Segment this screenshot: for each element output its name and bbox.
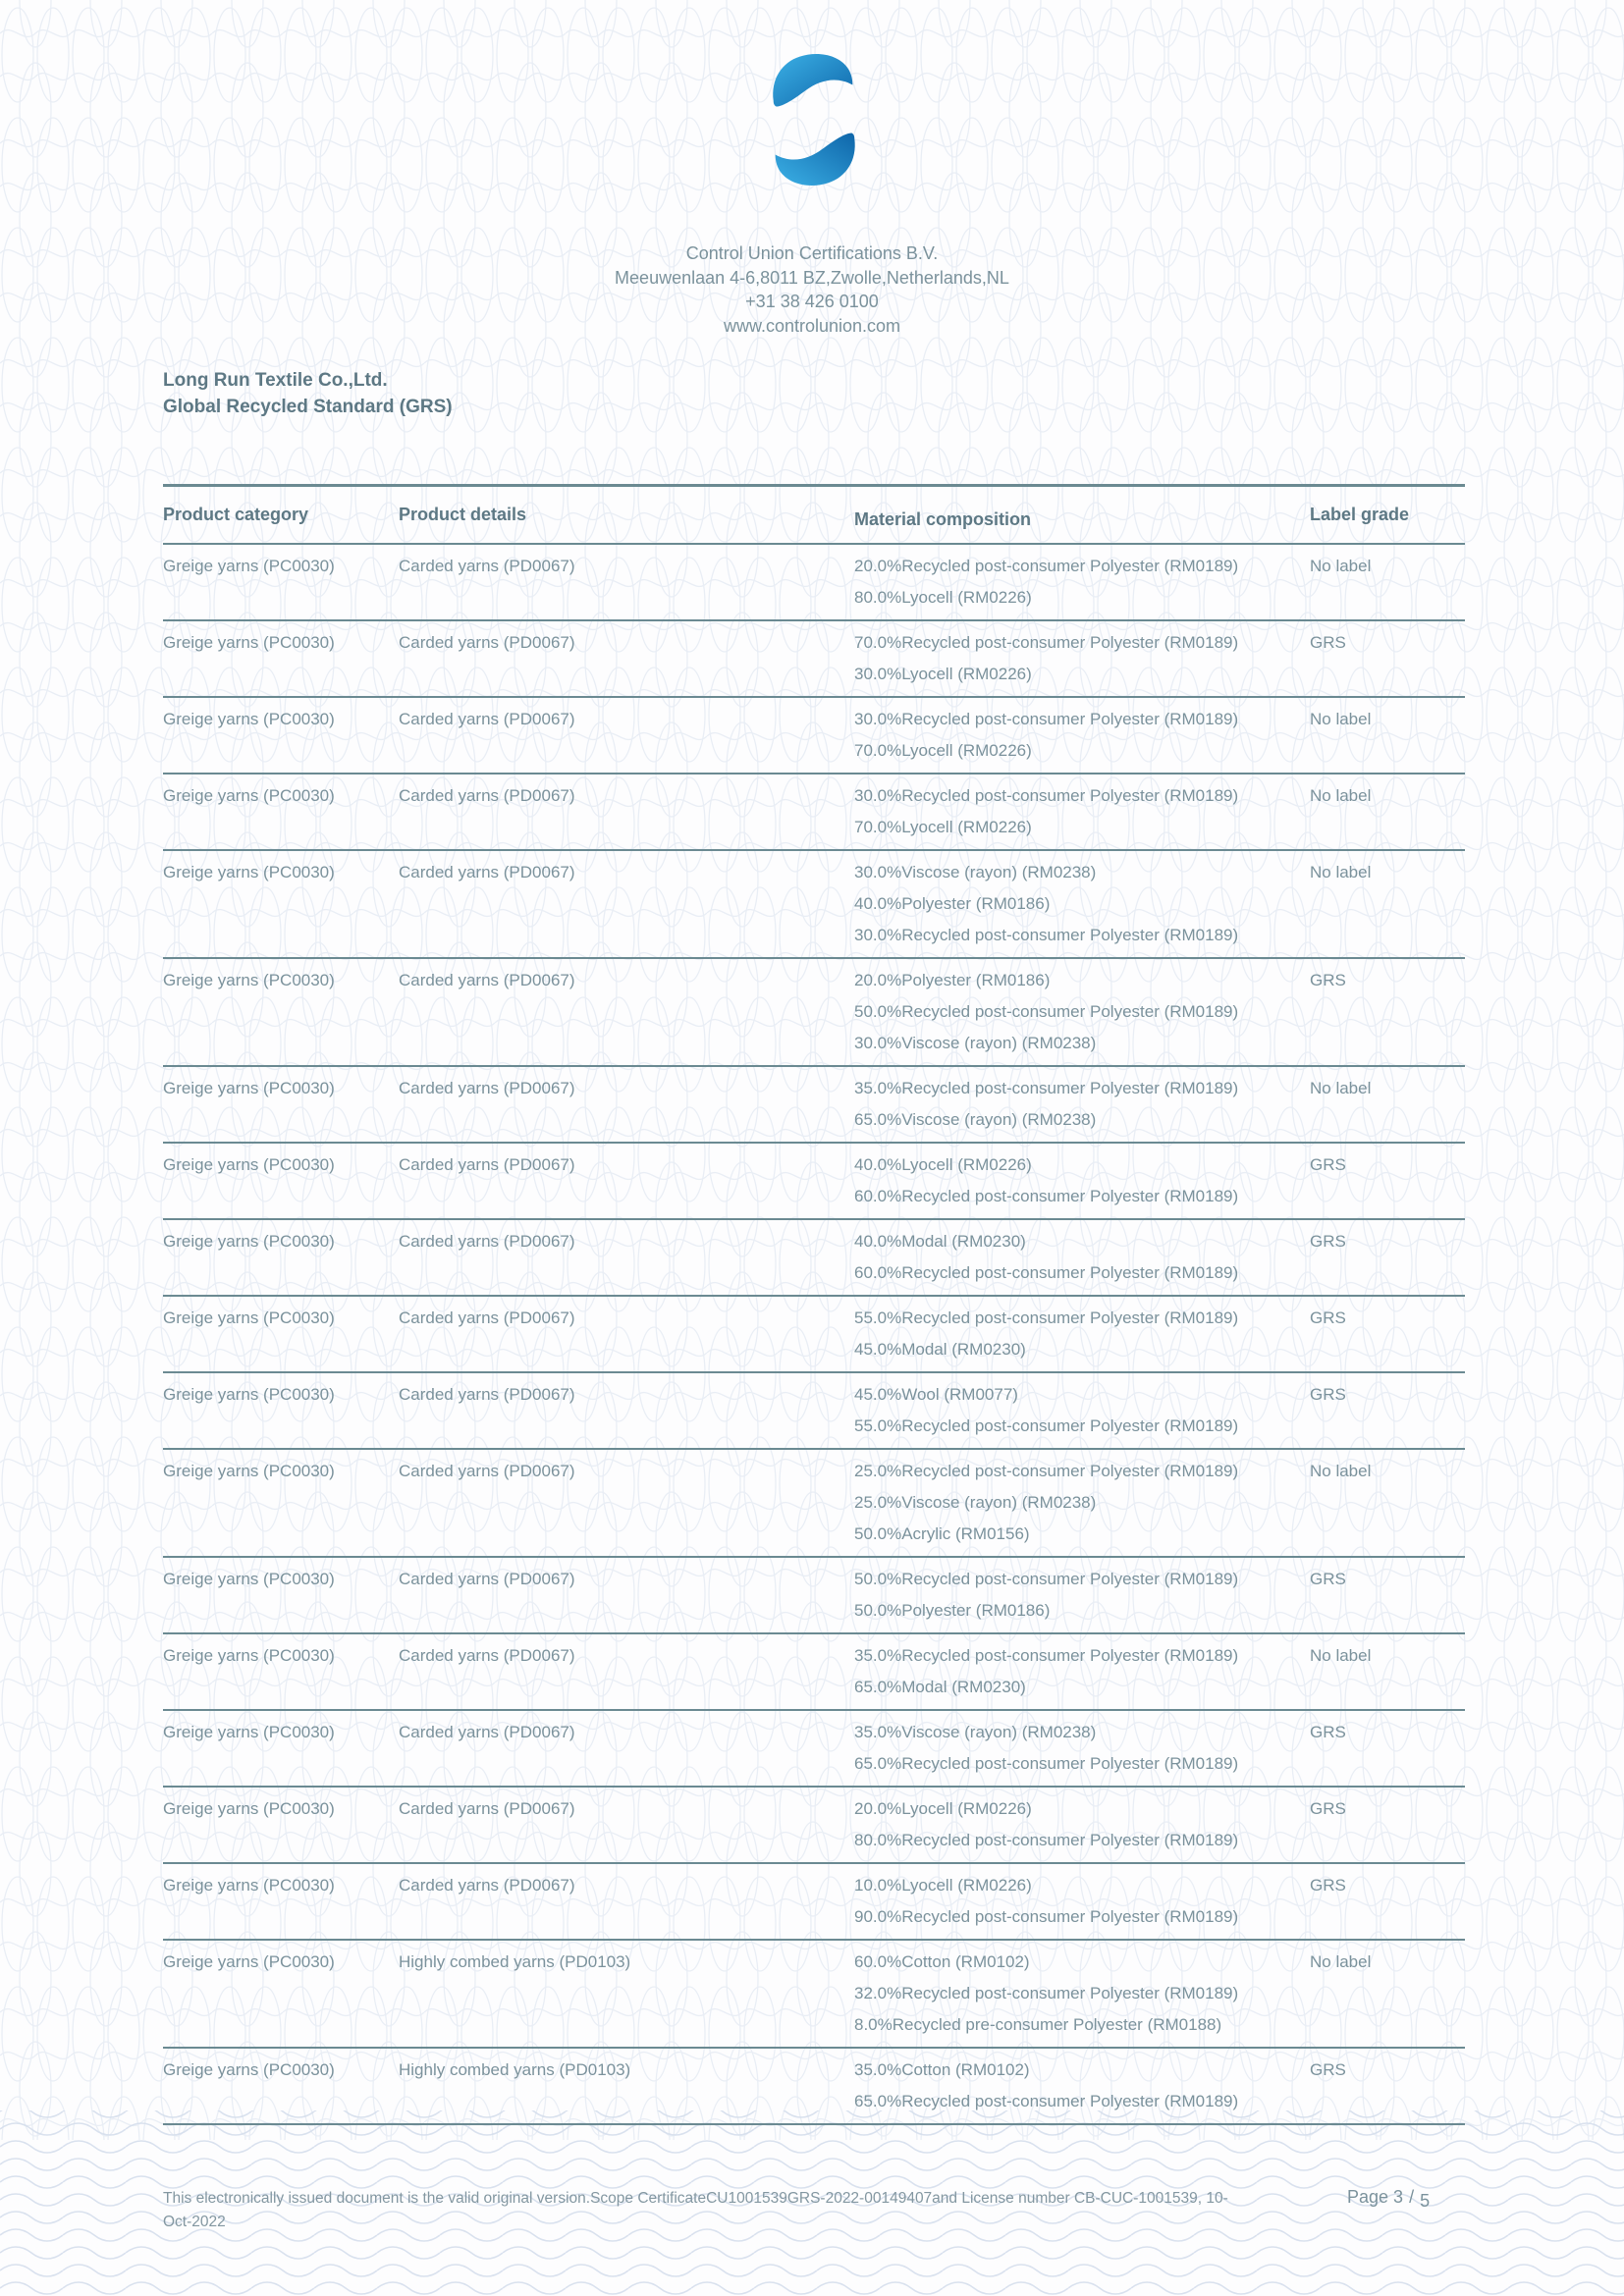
material-line: 70.0%Recycled post-consumer Polyester (RM0189) <box>854 633 1239 652</box>
material-line: 45.0%Wool (RM0077) <box>854 1385 1018 1404</box>
certifier-website: www.controlunion.com <box>723 315 901 336</box>
label-grade-cell: GRS <box>1310 2060 1346 2079</box>
material-line: 65.0%Viscose (rayon) (RM0238) <box>854 1110 1097 1129</box>
table-row <box>163 1788 1465 1864</box>
material-composition-cell <box>854 704 1310 767</box>
product-category-cell: Greige yarns (PC0030) <box>163 971 335 989</box>
material-line: 80.0%Lyocell (RM0226) <box>854 588 1032 607</box>
material-line: 60.0%Cotton (RM0102) <box>854 1952 1030 1971</box>
table-row <box>163 1067 1465 1144</box>
column-header-product-details: Product details <box>399 505 527 524</box>
material-line: 30.0%Lyocell (RM0226) <box>854 665 1032 683</box>
table-row <box>163 621 1465 698</box>
product-category-cell: Greige yarns (PC0030) <box>163 710 335 728</box>
material-composition-cell <box>854 1303 1310 1365</box>
label-grade-cell: GRS <box>1310 1876 1346 1895</box>
table-row <box>163 1864 1465 1941</box>
table-body <box>163 545 1465 2125</box>
product-details-cell: Carded yarns (PD0067) <box>399 1079 575 1097</box>
material-line: 65.0%Recycled post-consumer Polyester (RM0189) <box>854 2092 1239 2110</box>
material-composition-cell <box>854 1793 1310 1856</box>
table-row <box>163 1297 1465 1373</box>
product-details-cell: Carded yarns (PD0067) <box>399 1308 575 1327</box>
label-grade-cell: No label <box>1310 1462 1372 1480</box>
label-grade-cell: GRS <box>1310 1570 1346 1588</box>
material-composition-cell <box>854 780 1310 843</box>
table-row <box>163 1450 1465 1558</box>
product-details-cell: Carded yarns (PD0067) <box>399 1155 575 1174</box>
material-line: 20.0%Lyocell (RM0226) <box>854 1799 1032 1818</box>
product-details-cell: Carded yarns (PD0067) <box>399 710 575 728</box>
material-line: 30.0%Recycled post-consumer Polyester (RM0189) <box>854 786 1239 805</box>
material-line: 60.0%Recycled post-consumer Polyester (RM0189) <box>854 1187 1239 1205</box>
certifier-name: Control Union Certifications B.V. <box>685 243 939 263</box>
material-line: 45.0%Modal (RM0230) <box>854 1340 1026 1359</box>
material-line: 35.0%Viscose (rayon) (RM0238) <box>854 1723 1097 1741</box>
material-line: 65.0%Modal (RM0230) <box>854 1678 1026 1696</box>
product-details-cell: Highly combed yarns (PD0103) <box>399 1952 631 1971</box>
footer-line-1: This electronically issued document is the valid original version.Scope CertificateCU1001539GRS-2022-00149407and License number CB-CUC-1001539, 10- <box>163 2190 1228 2207</box>
product-details-cell: Carded yarns (PD0067) <box>399 1570 575 1588</box>
label-grade-cell: No label <box>1310 786 1372 805</box>
certifier-phone: +31 38 426 0100 <box>745 292 879 311</box>
table-row <box>163 545 1465 621</box>
material-line: 35.0%Recycled post-consumer Polyester (RM0189) <box>854 1079 1239 1097</box>
product-category-cell: Greige yarns (PC0030) <box>163 1799 335 1818</box>
product-details-cell: Carded yarns (PD0067) <box>399 633 575 652</box>
label-grade-cell: GRS <box>1310 1799 1346 1818</box>
material-line: 60.0%Recycled post-consumer Polyester (RM0189) <box>854 1263 1239 1282</box>
material-composition-cell <box>854 1073 1310 1136</box>
material-composition-cell <box>854 1870 1310 1933</box>
material-line: 30.0%Recycled post-consumer Polyester (RM0189) <box>854 710 1239 728</box>
product-category-cell: Greige yarns (PC0030) <box>163 1155 335 1174</box>
product-category-cell: Greige yarns (PC0030) <box>163 1385 335 1404</box>
material-composition-cell <box>854 1226 1310 1289</box>
material-composition-cell <box>854 2055 1310 2117</box>
product-details-cell: Carded yarns (PD0067) <box>399 1646 575 1665</box>
column-header-material-composition: Material composition <box>854 509 1032 529</box>
footer-line-2: Oct-2022 <box>163 2214 226 2230</box>
label-grade-cell: No label <box>1310 1952 1372 1971</box>
table-row <box>163 1220 1465 1297</box>
page-label: Page 3 <box>1347 2187 1404 2207</box>
material-line: 30.0%Viscose (rayon) (RM0238) <box>854 1034 1097 1052</box>
label-grade-cell: No label <box>1310 1079 1372 1097</box>
table-row <box>163 851 1465 959</box>
label-grade-cell: GRS <box>1310 1385 1346 1404</box>
material-line: 8.0%Recycled pre-consumer Polyester (RM0188) <box>854 2015 1222 2034</box>
material-composition-cell <box>854 1379 1310 1442</box>
company-name: Long Run Textile Co.,Ltd. <box>163 370 388 391</box>
material-line: 30.0%Viscose (rayon) (RM0238) <box>854 863 1097 881</box>
product-category-cell: Greige yarns (PC0030) <box>163 1308 335 1327</box>
table-header-row <box>163 484 1465 545</box>
page-total: 5 <box>1420 2191 1431 2211</box>
label-grade-cell: GRS <box>1310 1232 1346 1251</box>
material-composition-cell <box>854 1564 1310 1627</box>
material-line: 40.0%Modal (RM0230) <box>854 1232 1026 1251</box>
material-line: 55.0%Recycled post-consumer Polyester (RM0189) <box>854 1308 1239 1327</box>
label-grade-cell: GRS <box>1310 971 1346 989</box>
material-line: 50.0%Recycled post-consumer Polyester (RM0189) <box>854 1002 1239 1021</box>
material-composition-cell <box>854 1947 1310 2041</box>
label-grade-cell: GRS <box>1310 633 1346 652</box>
product-details-cell: Carded yarns (PD0067) <box>399 1462 575 1480</box>
certifier-header <box>0 241 1624 338</box>
material-line: 40.0%Polyester (RM0186) <box>854 894 1051 913</box>
column-header-label-grade: Label grade <box>1310 505 1410 524</box>
material-line: 20.0%Polyester (RM0186) <box>854 971 1051 989</box>
product-category-cell: Greige yarns (PC0030) <box>163 633 335 652</box>
material-composition-cell <box>854 1717 1310 1780</box>
material-line: 20.0%Recycled post-consumer Polyester (RM0189) <box>854 557 1239 575</box>
material-line: 35.0%Cotton (RM0102) <box>854 2060 1030 2079</box>
table-row <box>163 698 1465 774</box>
product-details-cell: Carded yarns (PD0067) <box>399 1232 575 1251</box>
product-details-cell: Carded yarns (PD0067) <box>399 1799 575 1818</box>
material-line: 50.0%Polyester (RM0186) <box>854 1601 1051 1620</box>
control-union-logo-icon <box>767 47 861 192</box>
table-row <box>163 1144 1465 1220</box>
product-category-cell: Greige yarns (PC0030) <box>163 1646 335 1665</box>
product-details-cell: Carded yarns (PD0067) <box>399 1723 575 1741</box>
product-category-cell: Greige yarns (PC0030) <box>163 1232 335 1251</box>
products-table <box>163 484 1465 2125</box>
material-line: 80.0%Recycled post-consumer Polyester (RM0189) <box>854 1831 1239 1849</box>
material-line: 25.0%Recycled post-consumer Polyester (RM0189) <box>854 1462 1239 1480</box>
product-category-cell: Greige yarns (PC0030) <box>163 1570 335 1588</box>
page-separator: / <box>1409 2187 1415 2207</box>
certifier-address: Meeuwenlaan 4-6,8011 BZ,Zwolle,Netherlands,NL <box>615 267 1009 288</box>
label-grade-cell: No label <box>1310 710 1372 728</box>
product-category-cell: Greige yarns (PC0030) <box>163 2060 335 2079</box>
product-category-cell: Greige yarns (PC0030) <box>163 557 335 575</box>
column-header-product-category: Product category <box>163 505 309 524</box>
label-grade-cell: No label <box>1310 557 1372 575</box>
product-category-cell: Greige yarns (PC0030) <box>163 1876 335 1895</box>
material-line: 35.0%Recycled post-consumer Polyester (RM0189) <box>854 1646 1239 1665</box>
product-details-cell: Carded yarns (PD0067) <box>399 971 575 989</box>
product-details-cell: Carded yarns (PD0067) <box>399 1385 575 1404</box>
material-line: 32.0%Recycled post-consumer Polyester (RM0189) <box>854 1984 1239 2002</box>
table-row <box>163 774 1465 851</box>
product-category-cell: Greige yarns (PC0030) <box>163 1952 335 1971</box>
material-line: 70.0%Lyocell (RM0226) <box>854 741 1032 760</box>
material-composition-cell <box>854 1149 1310 1212</box>
table-row <box>163 1711 1465 1788</box>
product-details-cell: Carded yarns (PD0067) <box>399 863 575 881</box>
table-row <box>163 1941 1465 2049</box>
product-category-cell: Greige yarns (PC0030) <box>163 1723 335 1741</box>
product-category-cell: Greige yarns (PC0030) <box>163 1462 335 1480</box>
label-grade-cell: GRS <box>1310 1308 1346 1327</box>
material-line: 40.0%Lyocell (RM0226) <box>854 1155 1032 1174</box>
label-grade-cell: GRS <box>1310 1155 1346 1174</box>
product-category-cell: Greige yarns (PC0030) <box>163 1079 335 1097</box>
table-row <box>163 959 1465 1067</box>
footer-note <box>163 2187 1331 2234</box>
product-details-cell: Carded yarns (PD0067) <box>399 557 575 575</box>
material-line: 25.0%Viscose (rayon) (RM0238) <box>854 1493 1097 1512</box>
table-row <box>163 1634 1465 1711</box>
material-composition-cell <box>854 551 1310 614</box>
product-category-cell: Greige yarns (PC0030) <box>163 863 335 881</box>
material-composition-cell <box>854 965 1310 1059</box>
material-line: 90.0%Recycled post-consumer Polyester (RM0189) <box>854 1907 1239 1926</box>
page-number <box>1347 2187 1431 2211</box>
table-row <box>163 1558 1465 1634</box>
label-grade-cell: No label <box>1310 1646 1372 1665</box>
material-line: 70.0%Lyocell (RM0226) <box>854 818 1032 836</box>
product-details-cell: Carded yarns (PD0067) <box>399 1876 575 1895</box>
table-row <box>163 2049 1465 2125</box>
material-line: 55.0%Recycled post-consumer Polyester (RM0189) <box>854 1416 1239 1435</box>
material-composition-cell <box>854 1456 1310 1550</box>
product-category-cell: Greige yarns (PC0030) <box>163 786 335 805</box>
material-line: 30.0%Recycled post-consumer Polyester (RM0189) <box>854 926 1239 944</box>
subject-block <box>163 367 453 420</box>
material-composition-cell <box>854 627 1310 690</box>
table-row <box>163 1373 1465 1450</box>
label-grade-cell: No label <box>1310 863 1372 881</box>
material-line: 65.0%Recycled post-consumer Polyester (RM0189) <box>854 1754 1239 1773</box>
material-line: 50.0%Acrylic (RM0156) <box>854 1524 1030 1543</box>
standard-name: Global Recycled Standard (GRS) <box>163 397 453 417</box>
label-grade-cell: GRS <box>1310 1723 1346 1741</box>
material-line: 10.0%Lyocell (RM0226) <box>854 1876 1032 1895</box>
material-composition-cell <box>854 1640 1310 1703</box>
material-line: 50.0%Recycled post-consumer Polyester (RM0189) <box>854 1570 1239 1588</box>
product-details-cell: Highly combed yarns (PD0103) <box>399 2060 631 2079</box>
material-composition-cell <box>854 857 1310 951</box>
product-details-cell: Carded yarns (PD0067) <box>399 786 575 805</box>
